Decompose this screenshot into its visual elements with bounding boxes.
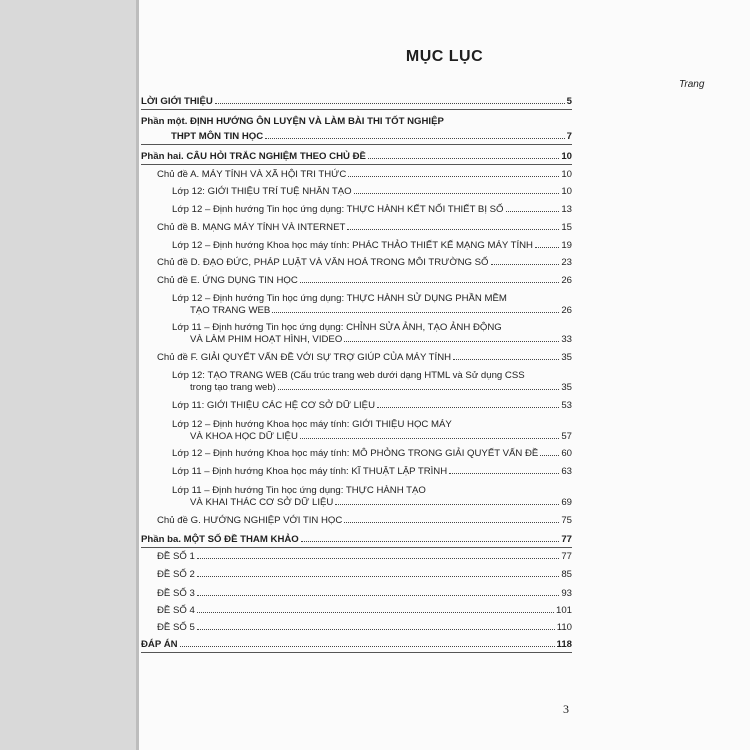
dot-leader: [347, 228, 559, 230]
toc-entry-title: ĐÁP ÁN: [141, 639, 178, 650]
section-divider: [141, 109, 572, 110]
toc-entry-page: 63: [561, 466, 572, 477]
dot-leader: [344, 521, 559, 523]
toc-entry-page: 15: [561, 222, 572, 233]
toc-entry-page: 118: [556, 639, 572, 650]
section-divider: [141, 144, 572, 145]
toc-entry-title: THPT MÔN TIN HỌC: [171, 131, 264, 142]
dot-leader: [197, 594, 559, 596]
toc-entry-title: Lớp 11: GIỚI THIỆU CÁC HỆ CƠ SỞ DỮ LIỆU: [172, 400, 376, 411]
toc-entry-page: 75: [561, 515, 572, 526]
toc-entry-title: Lớp 11 – Định hướng Tin học ứng dụng: THỰC HÀNH TẠO: [172, 485, 426, 496]
toc-entry-page: 60: [561, 448, 572, 459]
page-title: MỤC LỤC: [405, 48, 484, 65]
dot-leader: [335, 503, 559, 505]
toc-entry-title: ĐỀ SỐ 1: [157, 551, 195, 562]
toc-entry-page: 10: [561, 151, 572, 162]
book-spine-shadow: [0, 0, 138, 750]
toc-entry-title: Chủ đề G. HƯỚNG NGHIỆP VỚI TIN HỌC: [157, 515, 343, 526]
toc-entry-page: 93: [561, 588, 572, 599]
dot-leader: [354, 192, 560, 194]
page-number: 3: [563, 702, 569, 716]
section-divider: [141, 652, 572, 653]
dot-leader: [197, 628, 555, 630]
toc-entry-page: 35: [561, 352, 572, 363]
toc-entry-title: Chủ đề A. MÁY TÍNH VÀ XÃ HỘI TRI THỨC: [157, 169, 347, 180]
section-divider: [141, 164, 572, 165]
dot-leader: [278, 388, 559, 390]
toc-entry-title: Lớp 12: TẠO TRANG WEB (Cấu trúc trang web dưới dạng HTML và Sử dụng CSS: [172, 370, 525, 381]
toc-entry-title: Lớp 11 – Định hướng Khoa học máy tính: KĨ THUẬT LẬP TRÌNH: [172, 466, 448, 477]
toc-entry-title: Lớp 12 – Định hướng Tin học ứng dụng: THỰC HÀNH KẾT NỐI THIẾT BỊ SỐ: [172, 204, 504, 215]
dot-leader: [300, 437, 559, 439]
toc-entry-title: Lớp 12 – Định hướng Khoa học máy tính: GIỚI THIỆU HỌC MÁY: [172, 419, 452, 430]
toc-entry-page: 35: [561, 382, 572, 393]
toc-entry-title: ĐỀ SỐ 5: [157, 622, 195, 633]
toc-entry-page: 77: [561, 551, 572, 562]
toc-entry-title: Chủ đề D. ĐẠO ĐỨC, PHÁP LUẬT VÀ VĂN HOÁ TRONG MÔI TRƯỜNG SỐ: [157, 257, 489, 268]
toc-entry-page: 10: [561, 169, 572, 180]
dot-leader: [197, 557, 559, 559]
dot-leader: [197, 575, 559, 577]
toc-entry-page: 69: [561, 497, 572, 508]
toc-entry-title: Lớp 12 – Định hướng Khoa học máy tính: MÔ PHỎNG TRONG GIẢI QUYẾT VẤN ĐỀ: [172, 448, 539, 459]
dot-leader: [180, 645, 555, 647]
toc-entry-page: 10: [561, 186, 572, 197]
toc-entry-title: Phần một. ĐỊNH HƯỚNG ÔN LUYỆN VÀ LÀM BÀI THI TỐT NGHIỆP: [141, 116, 444, 127]
page-column-label: Trang: [679, 79, 705, 90]
toc-entry-page: 53: [561, 400, 572, 411]
toc-entry-title: Phần hai. CÂU HỎI TRẮC NGHIỆM THEO CHỦ ĐỀ: [141, 151, 366, 162]
dot-leader: [301, 540, 560, 542]
toc-entry-page: 13: [561, 204, 572, 215]
dot-leader: [265, 137, 564, 139]
toc-entry-title: VÀ LÀM PHIM HOẠT HÌNH, VIDEO: [190, 334, 343, 345]
toc-entry-title: Lớp 12 – Định hướng Tin học ứng dụng: THỰC HÀNH SỬ DỤNG PHẦN MỀM: [172, 293, 507, 304]
toc-entry-title: VÀ KHOA HỌC DỮ LIỆU: [190, 431, 298, 442]
toc-entry-page: 77: [561, 534, 572, 545]
toc-entry-title: Lớp 12 – Định hướng Khoa học máy tính: PHÁC THẢO THIẾT KẾ MẠNG MÁY TÍNH: [172, 240, 533, 251]
toc-entry-page: 26: [561, 305, 572, 316]
toc-entry-page: 7: [566, 131, 572, 142]
toc-entry-title: ĐỀ SỐ 3: [157, 588, 195, 599]
toc-entry-title: ĐỀ SỐ 4: [157, 605, 195, 616]
toc-entry-page: 19: [561, 240, 572, 251]
toc-entry-title: Lớp 12: GIỚI THIỆU TRÍ TUỆ NHÂN TẠO: [172, 186, 352, 197]
toc-entry-page: 5: [566, 96, 572, 107]
dot-leader: [272, 311, 559, 313]
toc-entry-page: 110: [556, 622, 572, 633]
toc-entry-title: Chủ đề F. GIẢI QUYẾT VẤN ĐỀ VỚI SỰ TRỢ GIÚP CỦA MÁY TÍNH: [157, 352, 452, 363]
toc-entry-title: LỜI GIỚI THIỆU: [141, 96, 213, 107]
dot-leader: [300, 281, 560, 283]
toc-entry-page: 57: [561, 431, 572, 442]
dot-leader: [197, 611, 554, 613]
toc-entry-title: TẠO TRANG WEB: [190, 305, 271, 316]
dot-leader: [215, 102, 565, 104]
toc-entry-title: Lớp 11 – Định hướng Tin học ứng dụng: CHỈNH SỬA ẢNH, TẠO ẢNH ĐỘNG: [172, 322, 502, 333]
dot-leader: [368, 157, 559, 159]
toc-entry-title: ĐỀ SỐ 2: [157, 569, 195, 580]
toc-entry-title: trong tạo trang web): [190, 382, 276, 393]
toc-entry-page: 85: [561, 569, 572, 580]
section-divider: [141, 547, 572, 548]
toc-entry-title: Chủ đề B. MẠNG MÁY TÍNH VÀ INTERNET: [157, 222, 346, 233]
toc-entry-page: 101: [555, 605, 572, 616]
toc-page: [139, 0, 750, 750]
dot-leader: [348, 175, 559, 177]
dot-leader: [344, 340, 559, 342]
toc-entry-title: VÀ KHAI THÁC CƠ SỞ DỮ LIỆU: [190, 497, 334, 508]
toc-entry-title: Phần ba. MỘT SỐ ĐỀ THAM KHẢO: [141, 534, 299, 545]
toc-entry-page: 26: [561, 275, 572, 286]
toc-entry-title: Chủ đề E. ỨNG DỤNG TIN HỌC: [157, 275, 298, 286]
toc-entry-page: 33: [561, 334, 572, 345]
toc-entry-page: 23: [561, 257, 572, 268]
